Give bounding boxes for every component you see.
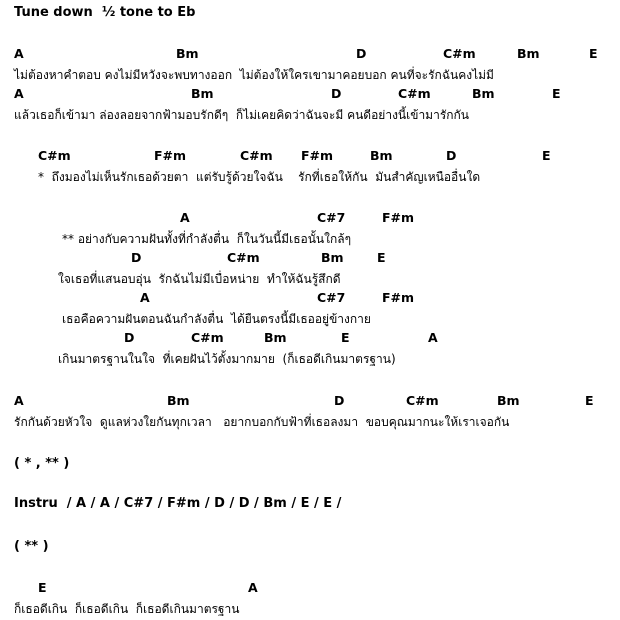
- chord: Bm: [517, 46, 540, 61]
- chord: D: [124, 330, 135, 345]
- lyric-line: ก็เธอดีเกิน ก็เธอดีเกิน ก็เธอดีเกินมาตรฐาน: [14, 602, 240, 616]
- chord: A: [14, 86, 24, 101]
- chord: C#m: [227, 250, 260, 265]
- chord: C#m: [443, 46, 476, 61]
- chord: A: [14, 46, 24, 61]
- chord: Bm: [176, 46, 199, 61]
- chord: D: [334, 393, 345, 408]
- lyric-line: * ถึงมองไม่เห็นรักเธอด้วยตา แต่รับรู้ด้วยใจฉัน รักที่เธอให้กัน มันสำคัญเหนืออื่นใด: [38, 170, 481, 184]
- chord: C#m: [398, 86, 431, 101]
- chord: C#7: [317, 210, 346, 225]
- chord: A: [180, 210, 190, 225]
- tuning-title: Tune down ½ tone to Eb: [14, 5, 196, 20]
- chord: E: [589, 46, 598, 61]
- lyric-line: ** อย่างกับความฝันทั้งที่กำลังตื่น ก็ในวันนี้มีเธอนั้นใกล้ๆ: [62, 232, 352, 246]
- chord: E: [38, 580, 47, 595]
- chord: C#m: [240, 148, 273, 163]
- chord: Bm: [264, 330, 287, 345]
- instrumental-section: Instru / A / A / C#7 / F#m / D / D / Bm / E / E /: [14, 496, 342, 511]
- chord: D: [331, 86, 342, 101]
- repeat-marker: ( ** ): [14, 539, 49, 554]
- lyric-line: เธอคือความฝันตอนฉันกำลังตื่น ได้ยืนตรงนี้มีเธออยู่ข้างกาย: [62, 312, 371, 326]
- lyric-line: เกินมาตรฐานในใจ ที่เคยฝันไว้ตั้งมากมาย (ก็เธอดีเกินมาตรฐาน): [58, 352, 396, 366]
- chord: Bm: [497, 393, 520, 408]
- chord: A: [428, 330, 438, 345]
- lyric-line: รักกันด้วยหัวใจ ดูแลห่วงใยกันทุกเวลา อยากบอกกับฟ้าที่เธอลงมา ขอบคุณมากนะให้เราเจอกัน: [14, 415, 510, 429]
- chord: E: [341, 330, 350, 345]
- chord: Bm: [321, 250, 344, 265]
- chord: D: [446, 148, 457, 163]
- chord: A: [140, 290, 150, 305]
- chord: D: [131, 250, 142, 265]
- chord: C#m: [191, 330, 224, 345]
- chord: E: [585, 393, 594, 408]
- chord: Bm: [167, 393, 190, 408]
- lyric-line: ไม่ต้องหาคำตอบ คงไม่มีหวังจะพบทางออก ไม่ต้องให้ใครเขามาคอยบอก คนที่จะรักฉันคงไม่มี: [14, 68, 494, 82]
- chord: E: [377, 250, 386, 265]
- chord: E: [552, 86, 561, 101]
- lyric-line: ใจเธอที่แสนอบอุ่น รักฉันไม่มีเบื่อหน่าย ทำให้ฉันรู้สึกดี: [58, 272, 341, 286]
- chord: F#m: [301, 148, 334, 163]
- chord: C#m: [38, 148, 71, 163]
- chord: E: [542, 148, 551, 163]
- chord: C#m: [406, 393, 439, 408]
- chord: F#m: [154, 148, 187, 163]
- chord: D: [356, 46, 367, 61]
- chord: A: [248, 580, 258, 595]
- chord: Bm: [370, 148, 393, 163]
- chord: C#7: [317, 290, 346, 305]
- chord: F#m: [382, 210, 415, 225]
- chord: Bm: [472, 86, 495, 101]
- lyric-line: แล้วเธอก็เข้ามา ล่องลอยจากฟ้ามอบรักดีๆ ก็ไม่เคยคิดว่าฉันจะมี คนดีอย่างนี้เข้ามารักกัน: [14, 108, 470, 122]
- chord: Bm: [191, 86, 214, 101]
- chord: F#m: [382, 290, 415, 305]
- repeat-marker: ( * , ** ): [14, 456, 70, 471]
- chord: A: [14, 393, 24, 408]
